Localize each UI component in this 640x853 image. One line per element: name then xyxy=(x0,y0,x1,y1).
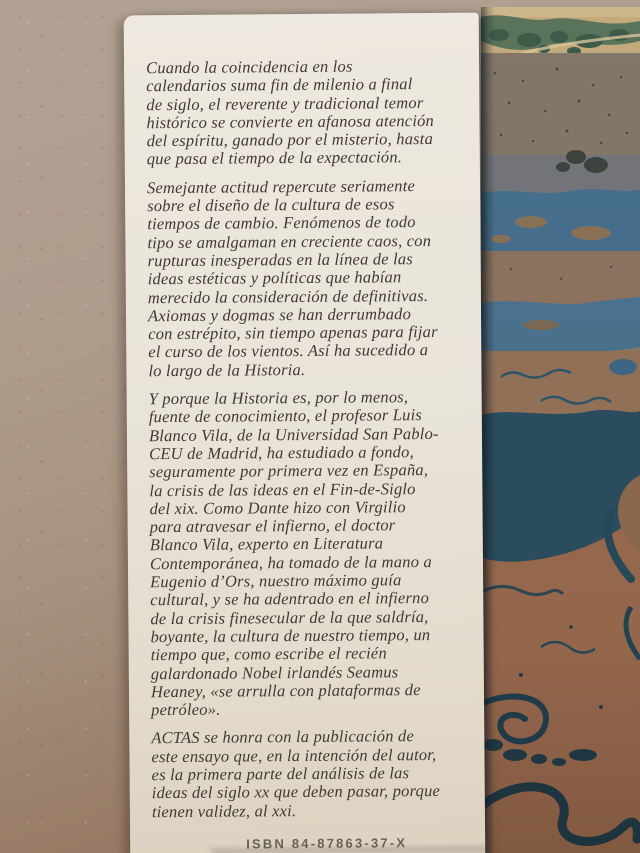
blurb-paragraph-3: Y porque la Historia es, por lo menos, fuente de conocimiento, el profesor Luis Blanco Vila, de la Universidad San Pablo- CEU de Madrid, ha estudiado a fondo, seguramente por primera vez en España, la crisis de las ideas en el Fin-de-Siglo del xix. Como Dante hizo con Virgilio para atravesar el infierno, el doctor Blanco Vila, experto en Literatura Contemporánea, ha tomado de la mano a Eugenio d’Ors, nuestro máximo guía cultural, y se ha adentrado en el infierno de la crisis finesecular de la que saldría, boyante, la cultura de nuestro tiempo, un tiempo que, como escribe el recién galardonado Nobel irlandés Seamus Heaney, «se arrulla con plataformas de petróleo». xyxy=(148,387,439,720)
blurb-paragraph-1: Cuando la coincidencia en los calendarios suma fin de milenio a final de siglo, el reverente y tradicional temor histórico se convierte en afanosa atención del espíritu, ganado por el misterio, hasta que pasa el tiempo de la expectación. xyxy=(145,56,435,169)
isbn-text: ISBN 84-87863-37-X xyxy=(246,835,408,852)
back-cover-blurb xyxy=(146,57,486,831)
blurb-paragraph-2: Semejante actitud repercute seriamente sobre el diseño de la cultura de esos tiempos de cambio. Fenómenos de todo tipo se amalgaman en creciente caos, con rupturas inesperadas en la línea de las ideas estéticas y políticas que habían merecido la consideración de definitivas. Axiomas y dogmas se han derrumbado con estrépito, sin tiempo apenas para fijar el curso de los vientos. Así ha sucedido a lo largo de la Historia. xyxy=(146,175,438,380)
book-back-cover-page xyxy=(124,13,486,853)
marshland-illustration xyxy=(481,7,640,853)
marshland-cover-photo xyxy=(481,7,640,853)
blurb-paragraph-4: ACTAS se honra con la publicación de este ensayo que, en la intención del autor, es la primera parte del análisis de las ideas del siglo xx que deben pasar, porque tienen validez, al xxi. xyxy=(151,726,441,821)
photo-vignette xyxy=(481,7,640,853)
bottom-shadow-smudge xyxy=(210,847,490,853)
